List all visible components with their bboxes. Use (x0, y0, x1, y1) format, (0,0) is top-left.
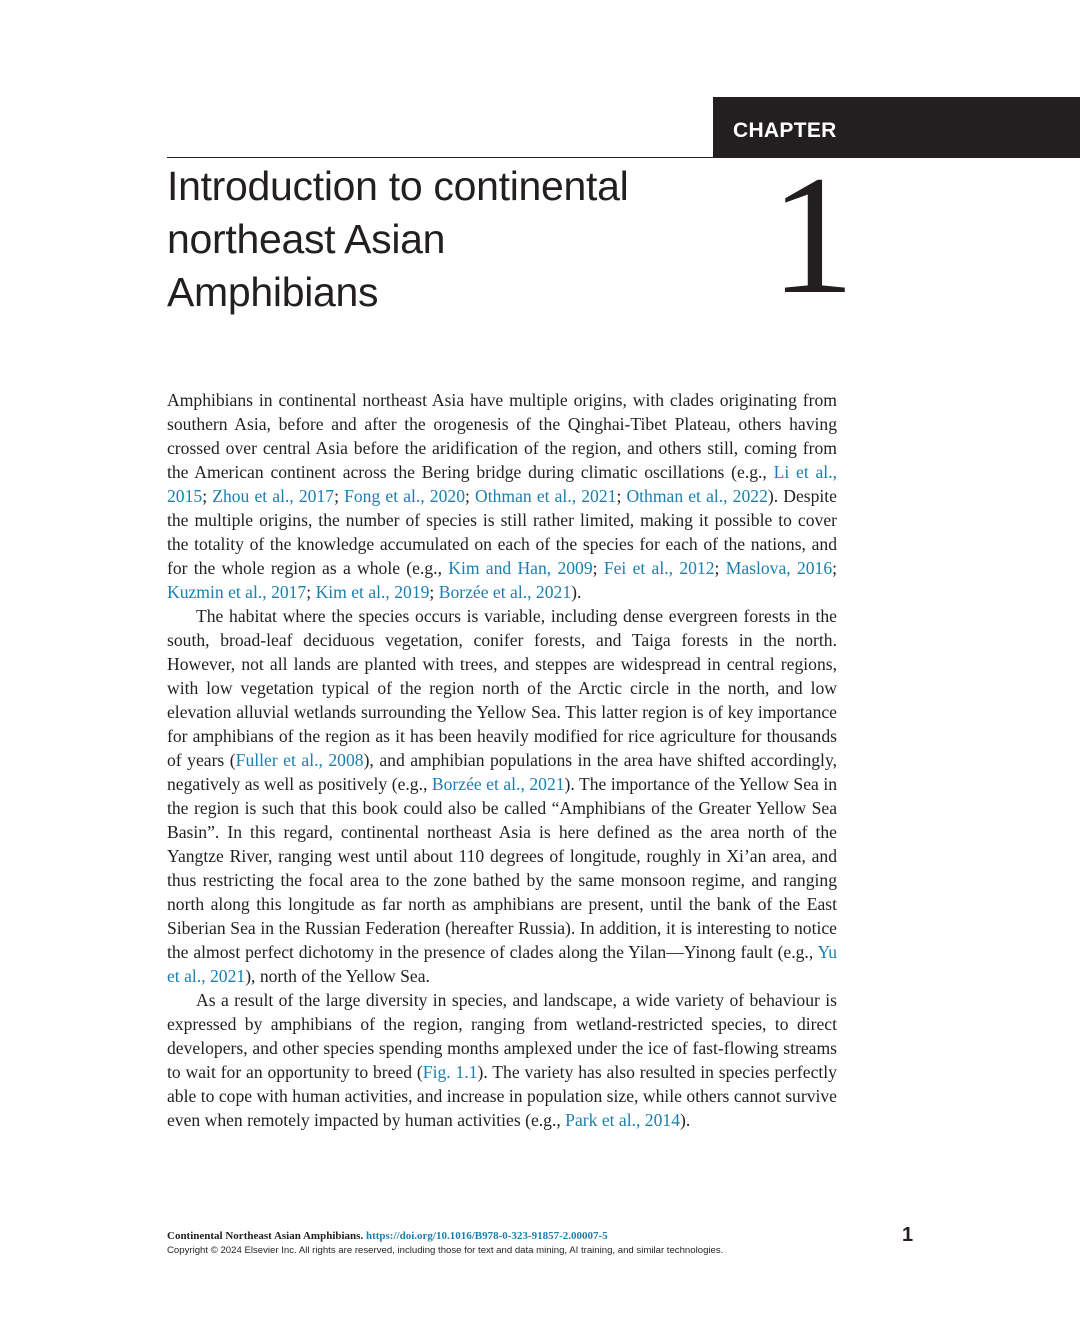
paragraph-text: ; (616, 486, 627, 506)
page-number: 1 (902, 1224, 914, 1246)
paragraph-text: ; (306, 582, 316, 602)
paragraph-3 (167, 988, 837, 1132)
paragraph-text: ). (680, 1110, 691, 1130)
chapter-title-line-1: Introduction to continental (167, 163, 629, 209)
citation-link[interactable]: Fei et al., 2012 (603, 558, 715, 578)
citation-link[interactable]: Fig. 1.1 (422, 1062, 478, 1082)
citation-link[interactable]: Park et al., 2014 (565, 1110, 680, 1130)
paragraph-text: Amphibians in continental northeast Asia have multiple origins, with clades originating from southern Asia, before and after the orogenesis of the Qinghai-Tibet Plateau, others having crossed over central Asia before the aridification of the region, and others still, coming from the American continent across the Bering bridge during climatic oscillations (e.g., (167, 390, 837, 482)
chapter-label: CHAPTER (733, 119, 837, 142)
paragraph-text: ; (202, 486, 213, 506)
paragraph-text: ; (465, 486, 476, 506)
page-footer (167, 1228, 917, 1258)
citation-link[interactable]: Kim and Han, 2009 (448, 558, 593, 578)
chapter-number: 1 (770, 141, 855, 329)
body-text (167, 388, 837, 1132)
citation-link[interactable]: Othman et al., 2022 (626, 486, 768, 506)
citation-link[interactable]: Borzée et al., 2021 (431, 774, 565, 794)
paragraph-text: ), and amphibian populations in the area have shifted accordingly, negatively as well as positively (e.g., (167, 750, 837, 794)
paragraph-text: ). The variety has also resulted in species perfectly able to cope with human activities, and increase in population size, while others cannot survive even when remotely impacted by human activities (e.g., (167, 1062, 837, 1130)
footer-copyright: Copyright © 2024 Elsevier Inc. All rights are reserved, including those for text and data mining, AI training, and similar technologies. (167, 1245, 724, 1256)
chapter-title-line-2: northeast Asian (167, 216, 446, 262)
citation-link[interactable]: Kim et al., 2019 (315, 582, 430, 602)
chapter-title (167, 160, 727, 319)
citation-link[interactable]: Borzée et al., 2021 (438, 582, 572, 602)
citation-link[interactable]: Zhou et al., 2017 (212, 486, 335, 506)
chapter-title-line-3: Amphibians (167, 269, 379, 315)
chapter-tab (713, 97, 1080, 158)
citation-link[interactable]: Fong et al., 2020 (344, 486, 465, 506)
citation-link[interactable]: Fuller et al., 2008 (235, 750, 364, 770)
header-rule (167, 157, 713, 158)
paragraph-text: ; (592, 558, 604, 578)
footer-doi-link[interactable]: https://doi.org/10.1016/B978-0-323-91857-2.00007-5 (365, 1230, 608, 1242)
paragraph-text: As a result of the large diversity in species, and landscape, a wide variety of behaviour is expressed by amphibians of the region, ranging from wetland-restricted species, to direct developers, and other species spending months amplexed under the ice of fast-flowing streams to wait for an opportunity to breed ( (167, 990, 837, 1082)
footer-citation (167, 1228, 917, 1244)
paragraph-text: ; (832, 558, 838, 578)
paragraph-text: ), north of the Yellow Sea. (245, 966, 430, 986)
paragraph-text: ). (571, 582, 582, 602)
paragraph-text: ). Despite the multiple origins, the number of species is still rather limited, making it possible to cover the totality of the knowledge accumulated on each of the species for each of the nations, and for the whole region as a whole (e.g., (167, 486, 837, 578)
paragraph-text: ; (429, 582, 439, 602)
citation-link[interactable]: Othman et al., 2021 (475, 486, 617, 506)
paragraph-text: ). The importance of the Yellow Sea in the region is such that this book could also be called “Amphibians of the Greater Yellow Sea Basin”. In this regard, continental northeast Asia is here defined as the area north of the Yangtze River, ranging west until about 110 degrees of longitude, roughly in Xi’an area, and thus restricting the focal area to the zone bathed by the same monsoon regime, and ranging north along this longitude as far north as amphibians are present, until the bank of the East Siberian Sea in the Russian Federation (hereafter Russia). In addition, it is interesting to notice the almost perfect dichotomy in the presence of clades along the Yilan—Yinong fault (e.g., (167, 774, 838, 962)
paragraph-text: The habitat where the species occurs is variable, including dense evergreen forests in the south, broad-leaf deciduous vegetation, conifer forests, and Taiga forests in the north. However, not all lands are planted with trees, and steppes are widespread in central regions, with low vegetation typical of the region north of the Arctic circle in the north, and low elevation alluvial wetlands surrounding the Yellow Sea. This latter region is of key importance for amphibians of the region as it has been heavily modified for rice agriculture for thousands of years ( (167, 606, 837, 770)
paragraph-text: ; (714, 558, 726, 578)
paragraph-1 (167, 388, 837, 604)
citation-link[interactable]: Li et al., 2015 (167, 462, 837, 506)
citation-link[interactable]: Yu et al., 2021 (167, 942, 837, 986)
paragraph-text: ; (334, 486, 345, 506)
footer-book-title: Continental Northeast Asian Amphibians. (167, 1230, 364, 1242)
citation-link[interactable]: Kuzmin et al., 2017 (167, 582, 307, 602)
paragraph-2 (167, 604, 837, 988)
citation-link[interactable]: Maslova, 2016 (725, 558, 833, 578)
